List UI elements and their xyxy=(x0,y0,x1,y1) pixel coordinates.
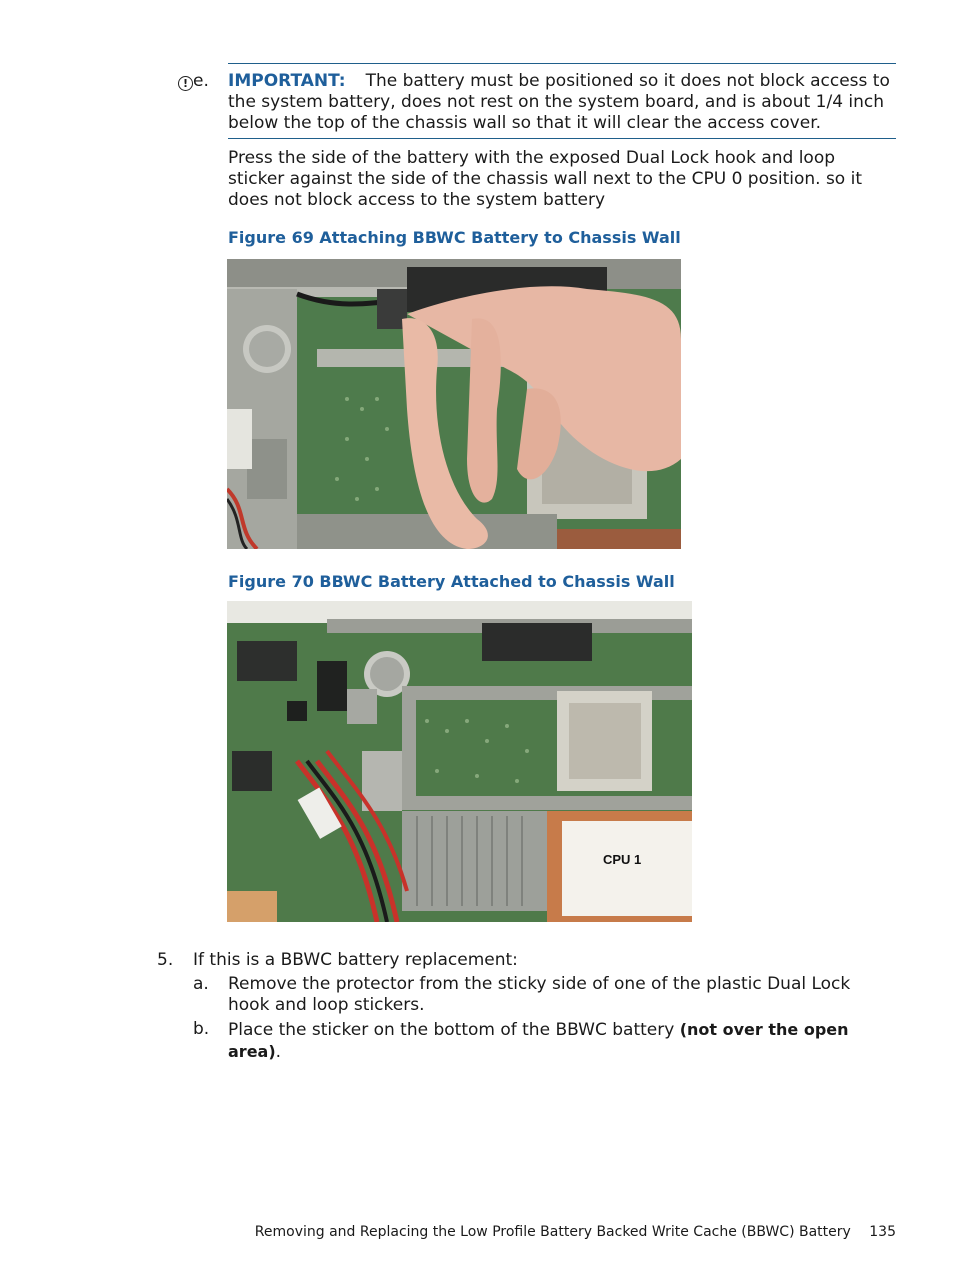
step-5b-bold: (not over the open area) xyxy=(228,1020,849,1061)
instruction-paragraph: Press the side of the battery with the exposed Dual Lock hook and loop sticker against the side of the chassis wall next to the CPU 0 position. so it does not block access to the system battery xyxy=(228,148,862,210)
footer-title: Removing and Replacing the Low Profile Battery Backed Write Cache (BBWC) Battery xyxy=(254,1224,851,1240)
important-text: The battery must be positioned so it does not block access to the system battery, does not rest on the system board, and is about 1/4 inch below the top of the chassis wall so that it will clear the access cover. xyxy=(228,71,890,133)
figure-69-caption: Figure 69 Attaching BBWC Battery to Chassis Wall xyxy=(228,228,681,247)
step-5-text: If this is a BBWC battery replacement: xyxy=(193,950,518,970)
step-5b-end: . xyxy=(275,1042,282,1062)
important-top-rule xyxy=(228,63,896,64)
important-bottom-rule xyxy=(228,138,896,139)
step-5a-letter: a. xyxy=(193,974,209,994)
page-footer xyxy=(255,1224,896,1240)
step-5b-text xyxy=(228,1019,896,1063)
figure-69-illustration xyxy=(227,259,681,549)
step-letter-e: e. xyxy=(193,71,209,91)
figure-69-photo xyxy=(227,259,681,549)
step-5a-text: Remove the protector from the sticky side of one of the plastic Dual Lock hook and loop stickers. xyxy=(228,974,851,1015)
figure-70-illustration xyxy=(227,601,692,922)
cpu-1-label: CPU 1 xyxy=(603,852,642,867)
figure-70-caption: Figure 70 BBWC Battery Attached to Chassis Wall xyxy=(228,572,675,591)
step-5b-plain: Place the sticker on the bottom of the BBWC battery xyxy=(228,1020,680,1040)
step-5b-letter: b. xyxy=(193,1019,210,1039)
important-note xyxy=(228,71,896,134)
important-label: IMPORTANT: xyxy=(228,71,346,91)
page-number: 135 xyxy=(869,1224,896,1240)
important-exclamation-icon: ! xyxy=(178,76,193,91)
figure-70-photo xyxy=(227,601,692,922)
step-5-number: 5. xyxy=(157,950,174,970)
